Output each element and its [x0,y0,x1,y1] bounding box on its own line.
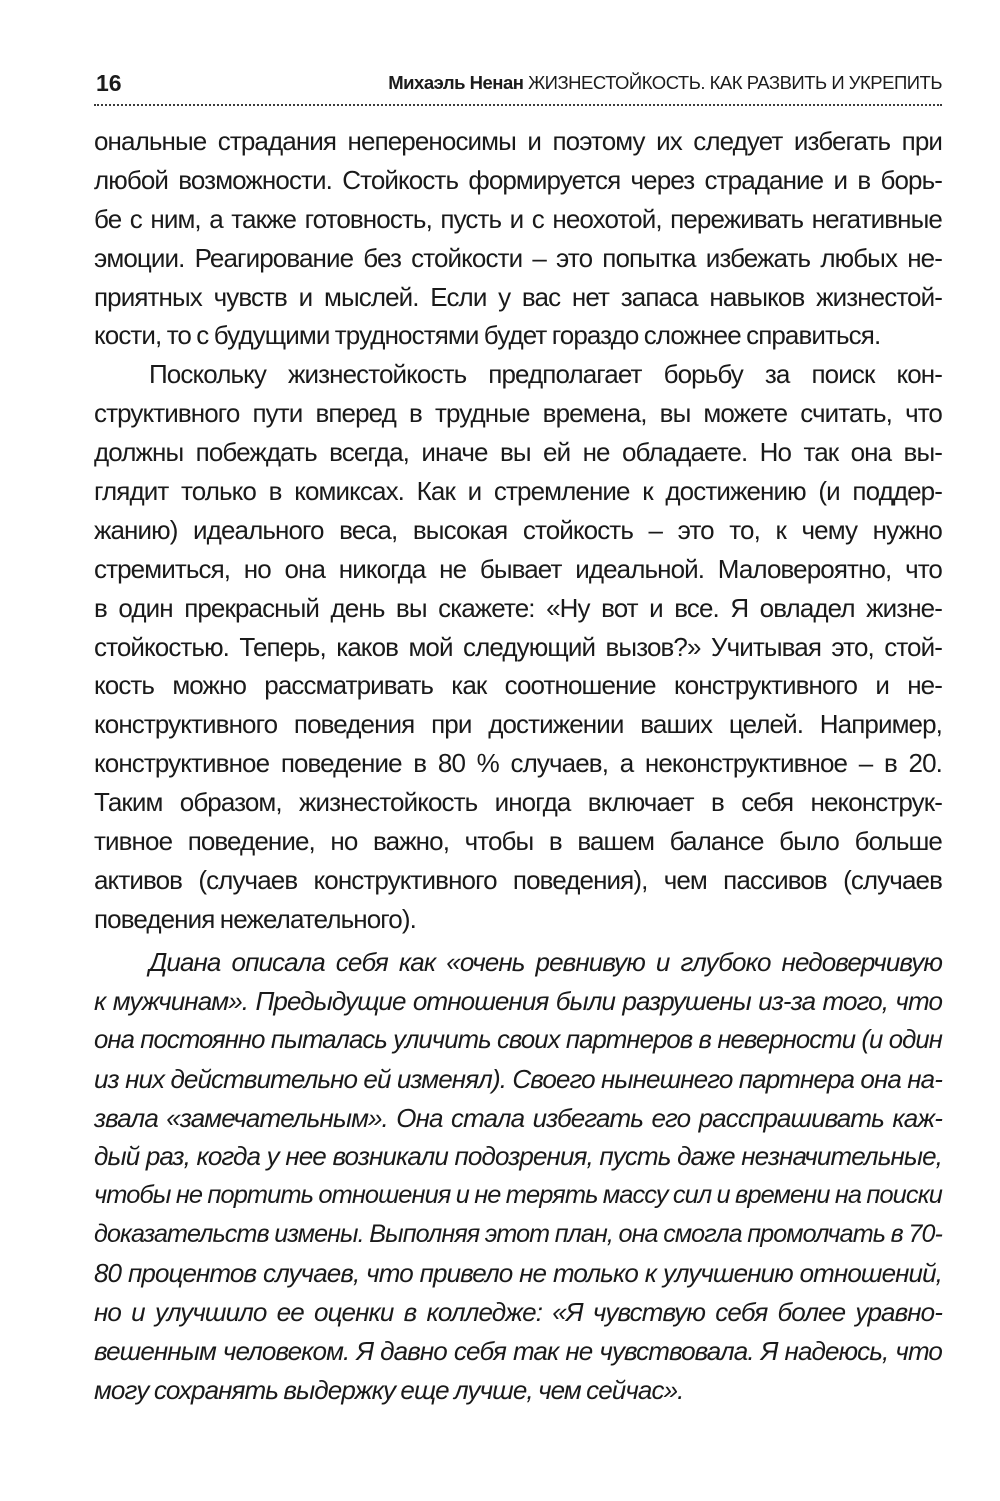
text-line: стремиться, но она никогда не бывает идеальной. Маловероятно, что [94,553,942,584]
text-line: дый раз, когда у нее возникали подозрения, пусть даже незначительные, [94,1141,942,1172]
text-line: звала «замечательным». Она стала избегать его расспрашивать каж- [94,1102,942,1133]
text-line: вешенным человеком. Я давно себя так не чувствовала. Я надеюсь, что [94,1335,942,1366]
text-line: поведения нежелательного). [94,903,416,934]
text-line: из них действительно ей изменял). Своего нынешнего партнера она на- [94,1063,942,1094]
text-line: кость можно рассматривать как соотношение конструктивного и не- [94,670,942,701]
page-header [94,64,942,104]
text-line: могу сохранять выдержку еще лучше, чем сейчас». [94,1374,684,1405]
paragraph [94,122,942,355]
text-line: жанию) идеального веса, высокая стойкость – это то, к чему нужно [94,514,942,545]
main-text [94,122,942,939]
text-line: бе с ним, а также готовность, пусть и с неохотой, переживать негативные [94,203,942,234]
text-line: конструктивное поведение в 80 % случаев, а неконструктивное – в 20. [94,748,942,779]
text-line: она постоянно пыталась уличить своих партнеров в неверности (и один [94,1025,942,1054]
header-dotted-rule [94,104,942,106]
text-line: тивное поведение, но важно, чтобы в вашем балансе было больше [94,826,942,857]
text-line: 80 процентов случаев, что привело не только к улучшению отношений, [94,1258,942,1289]
case-study-text [94,943,942,1410]
running-head [388,72,942,94]
text-line: ональные страдания непереносимы и поэтому их следует избегать при [94,126,942,156]
page-number: 16 [96,70,122,96]
text-line: Таким образом, жизнестойкость иногда включает в себя неконструк- [94,787,942,818]
text-line: Поскольку жизнестойкость предполагает борьбу за поиск кон- [149,359,942,390]
text-line: к мужчинам». Предыдущие отношения были разрушены из-за того, что [94,985,942,1016]
text-line: в один прекрасный день вы скажете: «Ну вот и все. Я овладел жизне- [94,592,942,623]
text-line: должны побеждать всегда, иначе вы ей не обладаете. Но так она вы- [94,437,942,468]
running-head-title: ЖИЗНЕСТОЙКОСТЬ. КАК РАЗВИТЬ И УКРЕПИТЬ [528,72,942,93]
text-line: структивного пути вперед в трудные времена, вы можете считать, что [94,398,942,429]
paragraph [94,355,942,938]
text-line: эмоции. Реагирование без стойкости – это попытка избежать любых не- [94,242,942,273]
text-line: но и улучшило ее оценки в колледже: «Я чувствую себя более уравно- [94,1297,942,1328]
text-line: глядит только в комиксах. Как и стремление к достижению (и поддер- [94,476,942,507]
text-line: приятных чувств и мыслей. Если у вас нет запаса навыков жизнестой- [94,281,942,312]
text-line: кости, то с будущими трудностями будет гораздо сложнее справиться. [94,320,881,351]
running-head-author: Михаэль Ненан [388,72,524,93]
text-line: активов (случаев конструктивного поведения), чем пассивов (случаев [94,864,942,895]
text-line: Диана описала себя как «очень ревнивую и глубоко недоверчивую [149,947,942,977]
text-line: стойкостью. Теперь, каков мой следующий вызов?» Учитывая это, стой- [94,631,942,662]
text-line: конструктивного поведения при достижении ваших целей. Например, [94,709,942,740]
text-line: любой возможности. Стойкость формируется через страдание и в борь- [94,164,942,195]
text-line: доказательств измены. Выполняя этот план, она смогла промолчать в 70- [94,1220,942,1249]
text-line: чтобы не портить отношения и не терять массу сил и времени на поиски [94,1181,942,1210]
